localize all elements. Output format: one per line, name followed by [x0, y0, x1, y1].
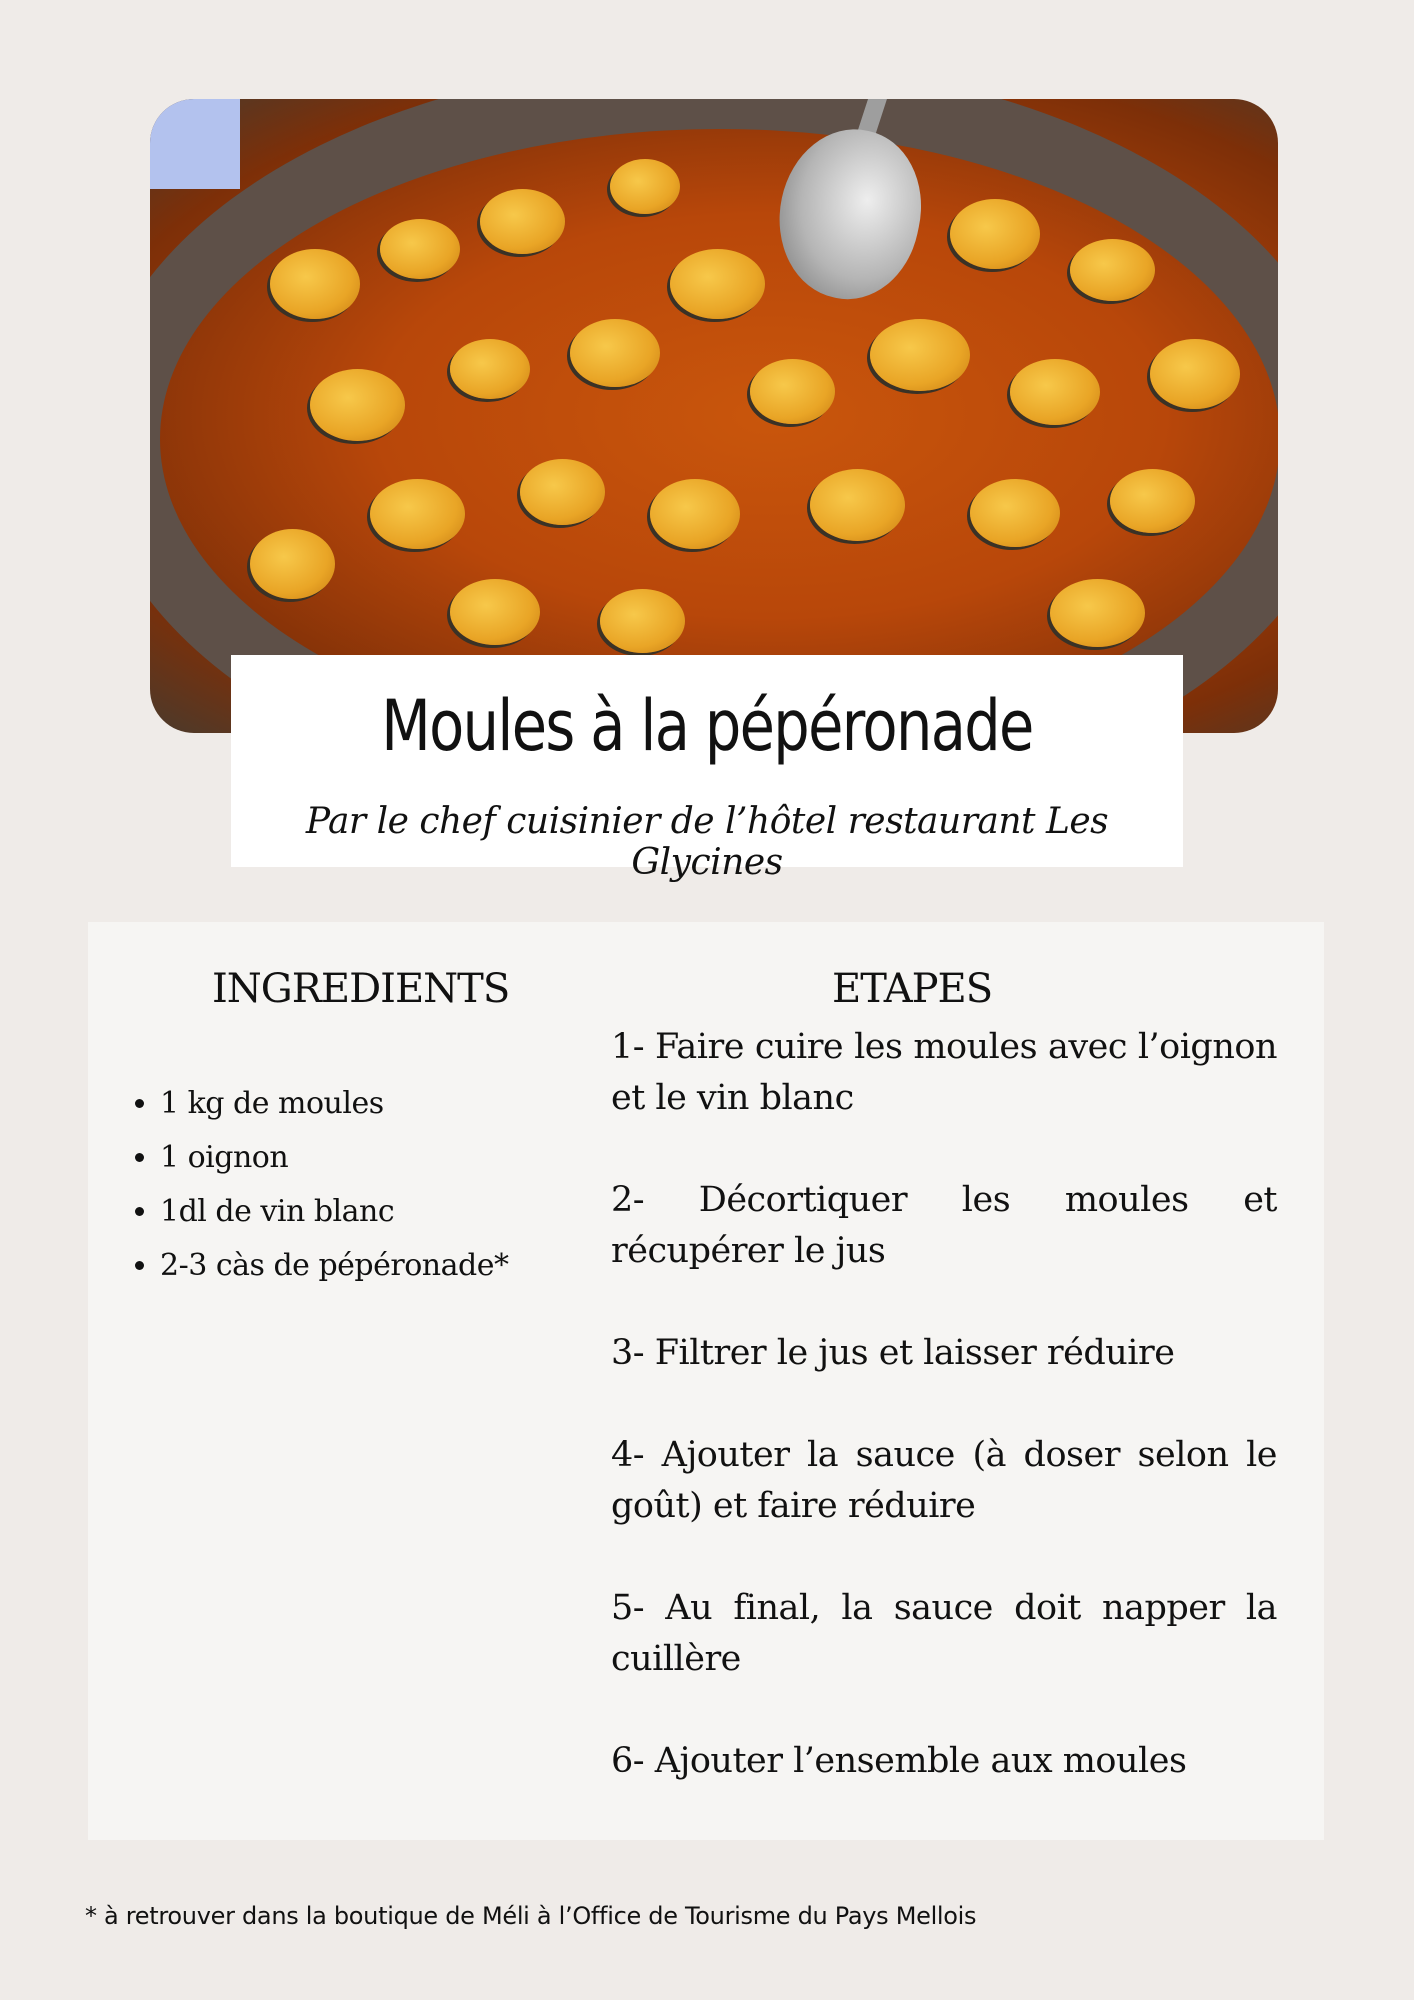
step-item: 4- Ajouter la sauce (à doser selon le goût) et faire réduire: [611, 1435, 1277, 1526]
mussel-shape: [670, 249, 765, 319]
step-item: 3- Filtrer le jus et laisser réduire: [611, 1333, 1175, 1373]
mussel-shape: [650, 479, 740, 549]
step-item: 2- Décortiquer les moules et récupérer le jus: [611, 1180, 1277, 1271]
mussel-shape: [310, 369, 405, 441]
mussel-shape: [450, 579, 540, 645]
step-item: 6- Ajouter l’ensemble aux moules: [611, 1741, 1187, 1781]
mussel-shape: [1150, 339, 1240, 409]
steps-heading: ETAPES: [832, 966, 993, 1012]
mussel-shape: [380, 219, 460, 279]
mussel-shape: [480, 189, 565, 254]
mussel-shape: [750, 359, 835, 424]
mussel-shape: [370, 479, 465, 549]
mussel-shape: [520, 459, 605, 525]
mussel-shape: [570, 319, 660, 387]
mussel-shape: [810, 469, 905, 541]
mussel-shape: [1110, 469, 1195, 533]
mussel-shape: [610, 159, 680, 214]
ingredients-heading: INGREDIENTS: [212, 966, 510, 1012]
steps-list: [611, 1022, 1277, 1838]
hero-photo-mussels: [150, 99, 1278, 733]
mussel-shape: [1070, 239, 1155, 301]
ingredients-list: [118, 1084, 508, 1300]
mussel-shape: [270, 249, 360, 319]
recipe-content-panel: [88, 922, 1324, 1840]
mussel-shape: [1050, 579, 1145, 647]
step-item: 1- Faire cuire les moules avec l’oignon et le vin blanc: [611, 1027, 1277, 1118]
mussel-shape: [970, 479, 1060, 547]
mussel-shape: [870, 319, 970, 391]
ingredient-item: • 1 kg de moules: [160, 1084, 508, 1138]
mussel-shape: [950, 199, 1040, 269]
ingredient-item: • 1 oignon: [160, 1138, 508, 1192]
photo-background: [150, 99, 240, 189]
step-item: 5- Au final, la sauce doit napper la cuillère: [611, 1588, 1277, 1679]
mussel-shape: [1010, 359, 1100, 425]
recipe-subtitle: Par le chef cuisinier de l’hôtel restaurant Les Glycines: [305, 801, 1109, 883]
mussel-shape: [250, 529, 335, 599]
title-card: [231, 655, 1183, 883]
footnote: * à retrouver dans la boutique de Méli à l’Office de Tourisme du Pays Mellois: [85, 1902, 977, 1930]
ingredient-item: • 2-3 càs de pépéronade*: [160, 1246, 508, 1300]
recipe-title: Moules à la pépéronade: [381, 685, 1033, 767]
ingredient-item: • 1dl de vin blanc: [160, 1192, 508, 1246]
mussel-shape: [600, 589, 685, 653]
mussel-shape: [450, 339, 530, 399]
